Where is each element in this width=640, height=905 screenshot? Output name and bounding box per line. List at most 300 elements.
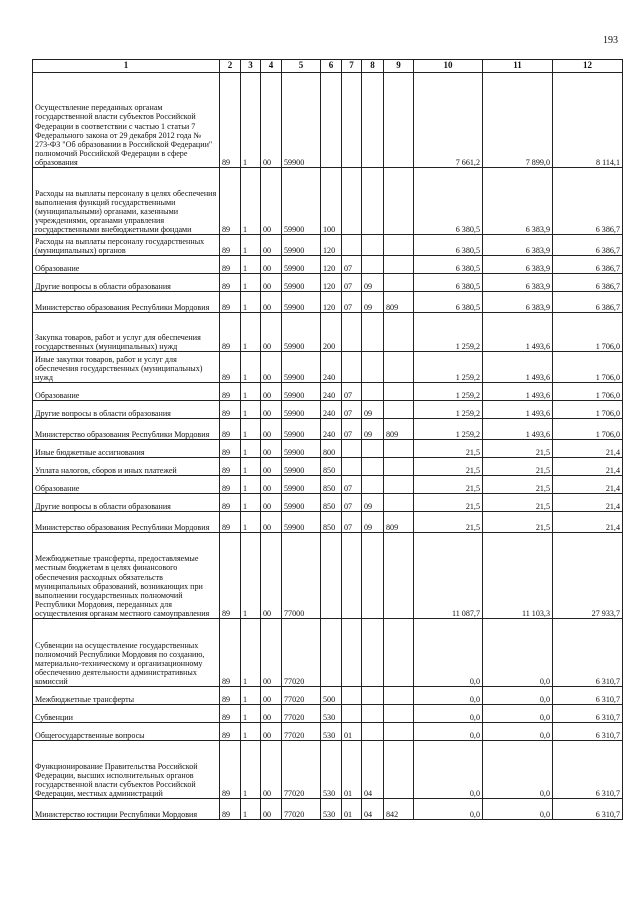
table-row	[33, 419, 623, 440]
row-amount-12: 1 706,0	[553, 401, 623, 419]
col-header-5: 5	[282, 60, 321, 73]
row-name-cell: Министерство образования Республики Мордовия	[33, 512, 220, 533]
row-code-6: 240	[321, 401, 342, 419]
table-row	[33, 383, 623, 401]
row-code-6: 530	[321, 741, 342, 799]
row-amount-12: 1 706,0	[553, 383, 623, 401]
row-code-6: 240	[321, 419, 342, 440]
row-code-9: 809	[384, 292, 414, 313]
row-name-cell: Расходы на выплаты персоналу государственных (муниципальных) органов	[33, 235, 220, 256]
row-code-2: 89	[220, 705, 241, 723]
row-code-7: 07	[342, 476, 362, 494]
row-code-7	[342, 352, 362, 383]
row-amount-12: 21,4	[553, 440, 623, 458]
row-amount-12: 21,4	[553, 476, 623, 494]
row-code-5: 59900	[282, 73, 321, 168]
row-code-3: 1	[241, 705, 261, 723]
row-name-cell: Другие вопросы в области образования	[33, 401, 220, 419]
row-code-5: 77020	[282, 619, 321, 687]
row-code-9	[384, 494, 414, 512]
row-amount-12: 6 310,7	[553, 705, 623, 723]
row-code-9	[384, 383, 414, 401]
table-row	[33, 494, 623, 512]
row-code-3: 1	[241, 799, 261, 820]
row-code-3: 1	[241, 292, 261, 313]
row-code-6: 120	[321, 235, 342, 256]
row-code-4: 00	[261, 619, 282, 687]
row-code-7: 07	[342, 494, 362, 512]
row-code-3: 1	[241, 383, 261, 401]
row-code-4: 00	[261, 168, 282, 235]
row-code-2: 89	[220, 383, 241, 401]
row-code-4: 00	[261, 235, 282, 256]
row-code-6: 120	[321, 256, 342, 274]
row-code-2: 89	[220, 274, 241, 292]
row-amount-11: 0,0	[483, 687, 553, 705]
row-code-3: 1	[241, 440, 261, 458]
row-code-4: 00	[261, 687, 282, 705]
row-code-6	[321, 619, 342, 687]
col-header-8: 8	[362, 60, 384, 73]
row-name-cell: Субвенции на осуществление государственных полномочий Республики Мордовия по созданию, материально-техническому и организационному обеспечению деятельности административных комиссий	[33, 619, 220, 687]
row-code-8	[362, 235, 384, 256]
row-name-cell: Иные закупки товаров, работ и услуг для обеспечения государственных (муниципальных) нужд	[33, 352, 220, 383]
page-number: 193	[603, 35, 618, 46]
row-code-5: 59900	[282, 235, 321, 256]
row-code-2: 89	[220, 494, 241, 512]
row-code-9: 842	[384, 799, 414, 820]
row-code-8	[362, 705, 384, 723]
row-code-2: 89	[220, 799, 241, 820]
row-code-4: 00	[261, 256, 282, 274]
row-amount-10: 6 380,5	[414, 292, 483, 313]
row-amount-11: 6 383,9	[483, 168, 553, 235]
row-code-8	[362, 476, 384, 494]
row-code-5: 59900	[282, 419, 321, 440]
row-code-4: 00	[261, 741, 282, 799]
row-code-8	[362, 73, 384, 168]
row-name-cell: Осуществление переданных органам государственной власти субъектов Российской Федерации в соответствии с частью 1 статьи 7 Федерального закона от 29 декабря 2012 года № 273-ФЗ "Об образовании в Российской Федерации" полномочий Российской Федерации в сфере образования	[33, 73, 220, 168]
table-row	[33, 723, 623, 741]
row-amount-11: 6 383,9	[483, 292, 553, 313]
row-code-5: 59900	[282, 313, 321, 352]
row-code-4: 00	[261, 73, 282, 168]
row-code-2: 89	[220, 313, 241, 352]
row-code-9	[384, 313, 414, 352]
row-code-3: 1	[241, 313, 261, 352]
row-amount-10: 1 259,2	[414, 383, 483, 401]
row-code-7	[342, 533, 362, 619]
row-name-cell: Межбюджетные трансферты	[33, 687, 220, 705]
row-code-5: 77020	[282, 705, 321, 723]
row-code-4: 00	[261, 401, 282, 419]
row-code-8	[362, 168, 384, 235]
row-code-4: 00	[261, 458, 282, 476]
row-amount-12: 21,4	[553, 458, 623, 476]
row-amount-11: 11 103,3	[483, 533, 553, 619]
row-amount-10: 6 380,5	[414, 235, 483, 256]
row-code-5: 59900	[282, 476, 321, 494]
row-code-7	[342, 458, 362, 476]
row-code-9	[384, 619, 414, 687]
row-code-5: 59900	[282, 274, 321, 292]
row-code-8: 04	[362, 799, 384, 820]
row-code-5: 77000	[282, 533, 321, 619]
row-amount-12: 1 706,0	[553, 419, 623, 440]
row-amount-11: 1 493,6	[483, 383, 553, 401]
row-amount-11: 0,0	[483, 619, 553, 687]
row-code-4: 00	[261, 313, 282, 352]
row-code-7	[342, 313, 362, 352]
row-code-2: 89	[220, 476, 241, 494]
row-code-5: 59900	[282, 512, 321, 533]
row-amount-10: 0,0	[414, 741, 483, 799]
row-amount-10: 0,0	[414, 705, 483, 723]
row-code-6: 200	[321, 313, 342, 352]
row-amount-11: 1 493,6	[483, 401, 553, 419]
row-code-2: 89	[220, 73, 241, 168]
row-code-5: 59900	[282, 440, 321, 458]
row-amount-10: 21,5	[414, 512, 483, 533]
table-row	[33, 440, 623, 458]
row-code-3: 1	[241, 256, 261, 274]
row-code-5: 59900	[282, 352, 321, 383]
row-code-7	[342, 440, 362, 458]
row-code-4: 00	[261, 723, 282, 741]
row-amount-11: 21,5	[483, 494, 553, 512]
row-code-3: 1	[241, 512, 261, 533]
row-name-cell: Образование	[33, 476, 220, 494]
col-header-11: 11	[483, 60, 553, 73]
table-row	[33, 799, 623, 820]
row-code-9	[384, 741, 414, 799]
row-code-9	[384, 73, 414, 168]
table-row	[33, 274, 623, 292]
table-row	[33, 619, 623, 687]
row-code-4: 00	[261, 494, 282, 512]
table-header-row	[33, 60, 623, 73]
row-amount-11: 7 899,0	[483, 73, 553, 168]
row-name-cell: Общегосударственные вопросы	[33, 723, 220, 741]
row-code-6: 800	[321, 440, 342, 458]
row-code-9	[384, 352, 414, 383]
row-amount-12: 27 933,7	[553, 533, 623, 619]
row-code-4: 00	[261, 476, 282, 494]
row-amount-10: 6 380,5	[414, 256, 483, 274]
row-code-7	[342, 619, 362, 687]
col-header-9: 9	[384, 60, 414, 73]
row-code-3: 1	[241, 619, 261, 687]
col-header-6: 6	[321, 60, 342, 73]
row-name-cell: Субвенции	[33, 705, 220, 723]
row-code-5: 59900	[282, 292, 321, 313]
row-code-2: 89	[220, 292, 241, 313]
row-code-8: 04	[362, 741, 384, 799]
row-code-2: 89	[220, 440, 241, 458]
row-code-3: 1	[241, 687, 261, 705]
row-amount-10: 1 259,2	[414, 419, 483, 440]
row-code-9: 809	[384, 512, 414, 533]
row-code-9	[384, 274, 414, 292]
row-code-7	[342, 705, 362, 723]
row-amount-10: 21,5	[414, 476, 483, 494]
col-header-7: 7	[342, 60, 362, 73]
row-name-cell: Закупка товаров, работ и услуг для обеспечения государственных (муниципальных) нужд	[33, 313, 220, 352]
row-code-4: 00	[261, 512, 282, 533]
row-code-8: 09	[362, 512, 384, 533]
row-code-4: 00	[261, 352, 282, 383]
row-code-6: 530	[321, 705, 342, 723]
row-code-5: 59900	[282, 256, 321, 274]
row-amount-10: 21,5	[414, 440, 483, 458]
row-code-2: 89	[220, 352, 241, 383]
row-amount-12: 6 310,7	[553, 723, 623, 741]
row-amount-12: 21,4	[553, 512, 623, 533]
row-code-2: 89	[220, 533, 241, 619]
row-code-2: 89	[220, 723, 241, 741]
row-code-7: 07	[342, 274, 362, 292]
row-amount-12: 8 114,1	[553, 73, 623, 168]
table-row	[33, 352, 623, 383]
row-code-3: 1	[241, 723, 261, 741]
row-code-6: 120	[321, 274, 342, 292]
row-code-4: 00	[261, 533, 282, 619]
table-row	[33, 292, 623, 313]
row-amount-10: 11 087,7	[414, 533, 483, 619]
row-code-6: 530	[321, 723, 342, 741]
row-code-6: 850	[321, 476, 342, 494]
row-code-6: 850	[321, 458, 342, 476]
row-amount-12: 1 706,0	[553, 352, 623, 383]
row-code-3: 1	[241, 533, 261, 619]
row-amount-10: 0,0	[414, 799, 483, 820]
row-code-3: 1	[241, 352, 261, 383]
row-amount-10: 0,0	[414, 687, 483, 705]
row-code-2: 89	[220, 235, 241, 256]
row-amount-11: 6 383,9	[483, 274, 553, 292]
row-name-cell: Министерство юстиции Республики Мордовия	[33, 799, 220, 820]
row-code-9	[384, 401, 414, 419]
row-code-7: 07	[342, 383, 362, 401]
row-code-7: 07	[342, 256, 362, 274]
row-amount-10: 1 259,2	[414, 401, 483, 419]
row-code-8: 09	[362, 419, 384, 440]
row-name-cell: Другие вопросы в области образования	[33, 494, 220, 512]
row-code-8	[362, 383, 384, 401]
row-code-8	[362, 313, 384, 352]
table-row	[33, 313, 623, 352]
row-amount-12: 6 310,7	[553, 619, 623, 687]
row-amount-12: 1 706,0	[553, 313, 623, 352]
table-row	[33, 705, 623, 723]
row-code-4: 00	[261, 274, 282, 292]
row-name-cell: Уплата налогов, сборов и иных платежей	[33, 458, 220, 476]
row-code-5: 77020	[282, 687, 321, 705]
row-code-2: 89	[220, 741, 241, 799]
table-row	[33, 741, 623, 799]
row-code-5: 59900	[282, 401, 321, 419]
row-code-6	[321, 533, 342, 619]
table-row	[33, 458, 623, 476]
row-code-2: 89	[220, 458, 241, 476]
row-code-5: 59900	[282, 458, 321, 476]
row-amount-11: 21,5	[483, 512, 553, 533]
row-name-cell: Расходы на выплаты персоналу в целях обеспечения выполнения функций государственными (муниципальными) органами, казенными учреждениями, органами управления государственными внебюджетными фондами	[33, 168, 220, 235]
row-amount-11: 1 493,6	[483, 352, 553, 383]
row-code-8	[362, 533, 384, 619]
row-code-3: 1	[241, 494, 261, 512]
row-name-cell: Иные бюджетные ассигнования	[33, 440, 220, 458]
row-code-2: 89	[220, 619, 241, 687]
row-code-6: 530	[321, 799, 342, 820]
table-row	[33, 533, 623, 619]
row-code-8	[362, 619, 384, 687]
row-code-6	[321, 73, 342, 168]
table-row	[33, 256, 623, 274]
col-header-3: 3	[241, 60, 261, 73]
row-code-8: 09	[362, 494, 384, 512]
row-code-5: 77020	[282, 799, 321, 820]
row-name-cell: Министерство образования Республики Мордовия	[33, 419, 220, 440]
row-code-9	[384, 533, 414, 619]
row-code-9	[384, 723, 414, 741]
budget-table	[32, 59, 623, 820]
row-code-5: 59900	[282, 494, 321, 512]
row-amount-10: 1 259,2	[414, 313, 483, 352]
row-code-3: 1	[241, 235, 261, 256]
col-header-2: 2	[220, 60, 241, 73]
row-code-4: 00	[261, 440, 282, 458]
row-code-8	[362, 440, 384, 458]
row-name-cell: Функционирование Правительства Российской Федерации, высших исполнительных органов государственной власти субъектов Российской Федерации, местных администраций	[33, 741, 220, 799]
row-amount-12: 6 310,7	[553, 687, 623, 705]
row-code-2: 89	[220, 256, 241, 274]
row-amount-12: 6 310,7	[553, 741, 623, 799]
row-amount-10: 0,0	[414, 723, 483, 741]
row-code-9: 809	[384, 419, 414, 440]
row-code-5: 59900	[282, 168, 321, 235]
row-code-7: 01	[342, 723, 362, 741]
row-code-7	[342, 235, 362, 256]
row-amount-10: 1 259,2	[414, 352, 483, 383]
row-code-2: 89	[220, 401, 241, 419]
row-code-3: 1	[241, 73, 261, 168]
row-amount-12: 6 310,7	[553, 799, 623, 820]
row-code-3: 1	[241, 476, 261, 494]
row-amount-11: 21,5	[483, 458, 553, 476]
row-code-6: 240	[321, 383, 342, 401]
table-row	[33, 476, 623, 494]
row-amount-11: 0,0	[483, 723, 553, 741]
col-header-10: 10	[414, 60, 483, 73]
row-code-9	[384, 256, 414, 274]
row-code-6: 850	[321, 494, 342, 512]
row-code-9	[384, 458, 414, 476]
row-code-3: 1	[241, 419, 261, 440]
row-amount-11: 21,5	[483, 476, 553, 494]
row-amount-11: 21,5	[483, 440, 553, 458]
row-code-7: 07	[342, 401, 362, 419]
row-code-8	[362, 352, 384, 383]
row-amount-10: 21,5	[414, 458, 483, 476]
row-code-4: 00	[261, 383, 282, 401]
row-amount-11: 0,0	[483, 741, 553, 799]
row-amount-12: 21,4	[553, 494, 623, 512]
row-amount-12: 6 386,7	[553, 235, 623, 256]
row-amount-11: 1 493,6	[483, 419, 553, 440]
row-code-4: 00	[261, 292, 282, 313]
row-code-7	[342, 687, 362, 705]
row-code-2: 89	[220, 168, 241, 235]
table-row	[33, 73, 623, 168]
table-row	[33, 168, 623, 235]
row-code-2: 89	[220, 512, 241, 533]
row-amount-10: 0,0	[414, 619, 483, 687]
table-row	[33, 401, 623, 419]
row-code-9	[384, 705, 414, 723]
row-name-cell: Образование	[33, 383, 220, 401]
row-code-8: 09	[362, 292, 384, 313]
row-amount-12: 6 386,7	[553, 292, 623, 313]
row-code-7: 01	[342, 799, 362, 820]
row-code-8	[362, 687, 384, 705]
row-code-6: 850	[321, 512, 342, 533]
row-code-3: 1	[241, 401, 261, 419]
row-amount-11: 0,0	[483, 705, 553, 723]
row-code-7: 01	[342, 741, 362, 799]
row-code-4: 00	[261, 419, 282, 440]
row-code-6: 120	[321, 292, 342, 313]
row-code-3: 1	[241, 741, 261, 799]
row-code-6: 100	[321, 168, 342, 235]
row-amount-12: 6 386,7	[553, 274, 623, 292]
row-code-5: 77020	[282, 723, 321, 741]
row-code-8	[362, 256, 384, 274]
row-code-4: 00	[261, 799, 282, 820]
row-code-8	[362, 723, 384, 741]
row-code-7: 07	[342, 419, 362, 440]
row-code-2: 89	[220, 687, 241, 705]
row-code-9	[384, 235, 414, 256]
row-code-3: 1	[241, 168, 261, 235]
row-amount-10: 6 380,5	[414, 274, 483, 292]
row-amount-11: 6 383,9	[483, 235, 553, 256]
row-code-9	[384, 476, 414, 494]
row-code-8: 09	[362, 401, 384, 419]
row-code-2: 89	[220, 419, 241, 440]
row-amount-12: 6 386,7	[553, 256, 623, 274]
row-code-7	[342, 73, 362, 168]
row-code-7: 07	[342, 292, 362, 313]
row-name-cell: Министерство образования Республики Мордовия	[33, 292, 220, 313]
row-code-6: 500	[321, 687, 342, 705]
row-code-9	[384, 440, 414, 458]
row-name-cell: Межбюджетные трансферты, предоставляемые местным бюджетам в целях финансового обеспечения расходных обязательств муниципальных образований, возникающих при выполнении государственных полномочий Республики Мордовия, переданных для осуществления органам местного самоуправления	[33, 533, 220, 619]
table-row	[33, 235, 623, 256]
row-code-7: 07	[342, 512, 362, 533]
table-body	[33, 73, 623, 820]
col-header-1: 1	[33, 60, 220, 73]
col-header-4: 4	[261, 60, 282, 73]
row-amount-11: 0,0	[483, 799, 553, 820]
row-name-cell: Другие вопросы в области образования	[33, 274, 220, 292]
row-amount-11: 6 383,9	[483, 256, 553, 274]
col-header-12: 12	[553, 60, 623, 73]
row-code-6: 240	[321, 352, 342, 383]
row-code-3: 1	[241, 458, 261, 476]
row-amount-12: 6 386,7	[553, 168, 623, 235]
table-row	[33, 687, 623, 705]
